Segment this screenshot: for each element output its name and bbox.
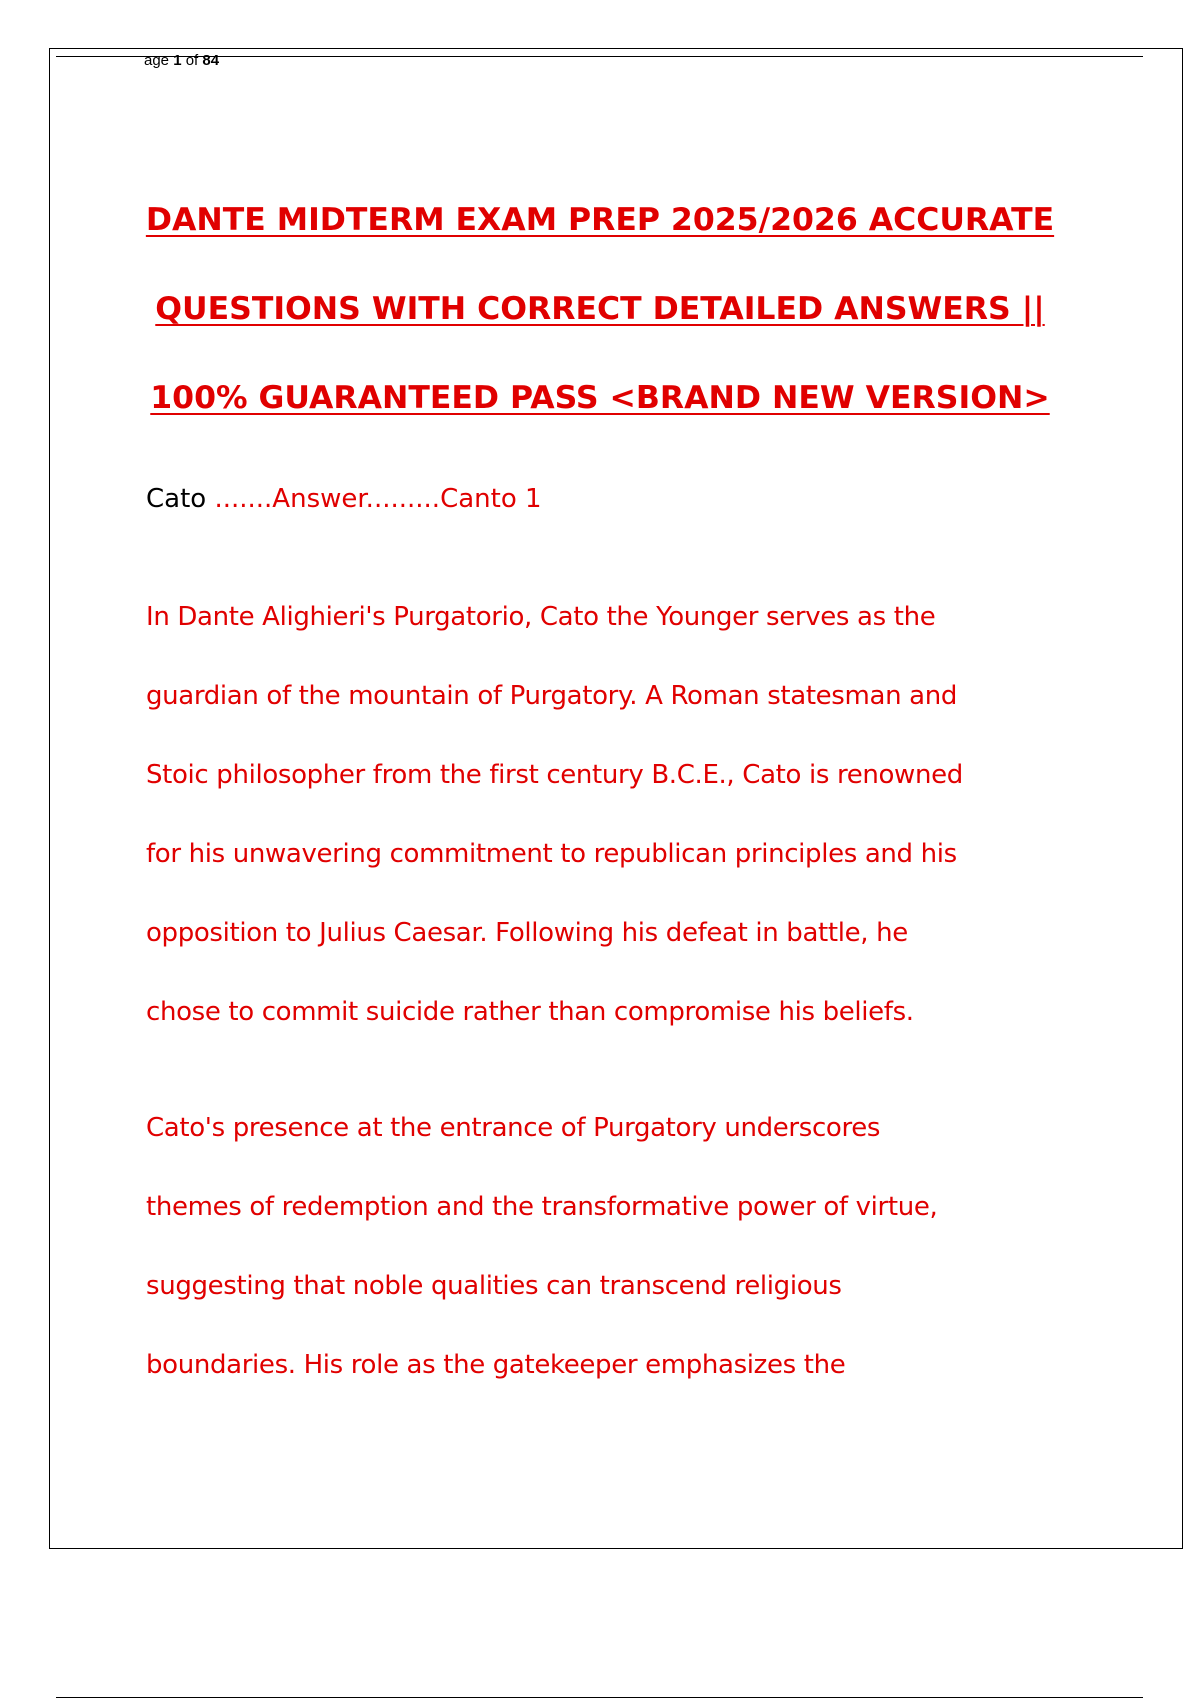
explanation-paragraph [146,1089,1086,1405]
paragraph-line: Stoic philosopher from the first century B.C.E., Cato is renowned [146,760,963,790]
title-line: QUESTIONS WITH CORRECT DETAILED ANSWERS || [155,291,1045,327]
answer-separator: .......Answer......... [214,484,441,514]
page-current: 1 [173,52,182,69]
page-total: 84 [202,52,220,69]
paragraph-line: for his unwavering commitment to republican principles and his [146,839,957,869]
question-answer-line [146,484,542,515]
paragraph-line: guardian of the mountain of Purgatory. A Roman statesman and [146,681,957,711]
question-text: Cato [146,484,215,514]
paragraph-line: suggesting that noble qualities can transcend religious [146,1271,842,1301]
page-indicator-prefix: age [144,52,174,69]
paragraph-line: Cato's presence at the entrance of Purgatory underscores [146,1113,881,1143]
paragraph-line: In Dante Alighieri's Purgatorio, Cato the Younger serves as the [146,602,936,632]
page-indicator [144,53,219,68]
paragraph-line: boundaries. His role as the gatekeeper emphasizes the [146,1350,846,1380]
answer-text: Canto 1 [440,484,542,514]
title-line: 100% GUARANTEED PASS <BRAND NEW VERSION> [150,380,1050,416]
title-line: DANTE MIDTERM EXAM PREP 2025/2026 ACCURATE [145,202,1055,238]
page-indicator-separator: of [181,52,203,69]
paragraph-line: chose to commit suicide rather than compromise his beliefs. [146,997,914,1027]
explanation-paragraph [146,578,1086,1052]
paragraph-line: themes of redemption and the transformative power of virtue, [146,1192,938,1222]
paragraph-line: opposition to Julius Caesar. Following his defeat in battle, he [146,918,908,948]
document-title [130,176,1070,443]
footer-rule [56,1697,1143,1698]
